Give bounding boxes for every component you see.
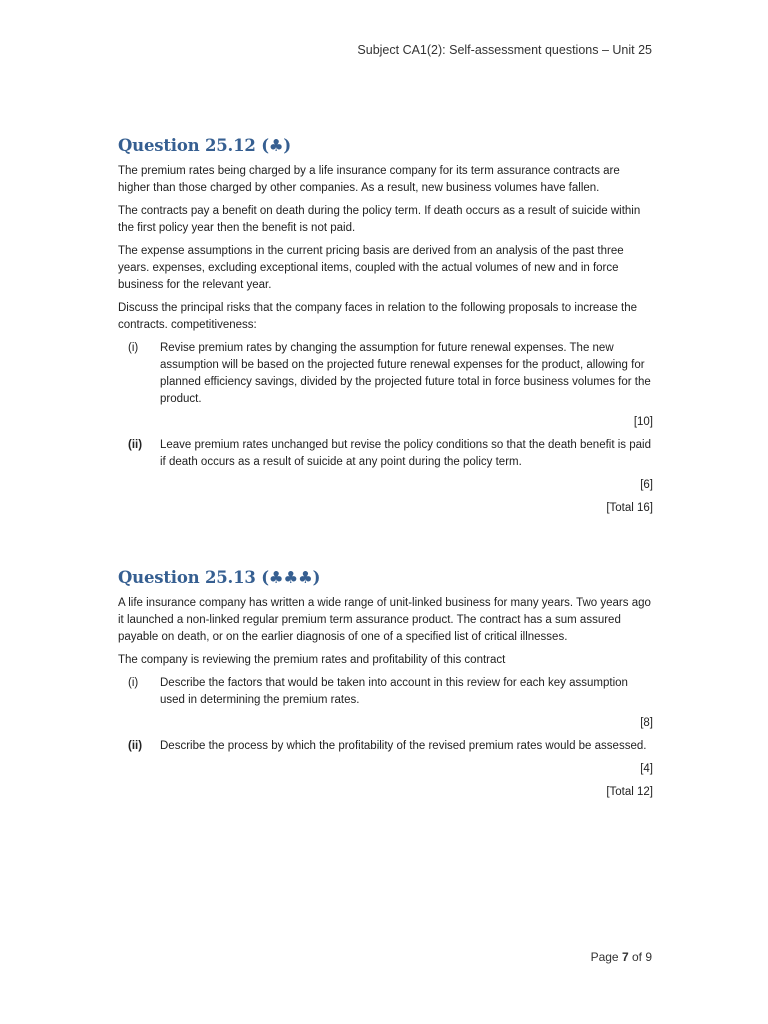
question-paragraph: Discuss the principal risks that the company faces in relation to the following proposals to increase the contracts. competitiveness:	[118, 302, 638, 331]
part-text: Describe the process by which the profitability of the revised premium rates would be assessed.	[160, 740, 647, 752]
total-marks: [Total 16]	[606, 502, 653, 514]
question-paragraph: The expense assumptions in the current pricing basis are derived from an analysis of the past three years. expenses, excluding exceptional items, coupled with the actual volumes of new and in force business for the relevant year.	[118, 245, 624, 291]
part-text: Describe the factors that would be taken into account in this review for each key assumption used in determining the premium rates.	[160, 677, 628, 706]
part-marks: [4]	[640, 763, 653, 775]
part-marks: [10]	[633, 416, 653, 428]
part-number: (i)	[128, 342, 139, 354]
question-part	[118, 437, 653, 471]
question-paragraph: The premium rates being charged by a life insurance company for its term assurance contracts are higher than those charged by other companies. As a result, new business volumes have fallen.	[118, 165, 620, 194]
question-paragraph: The contracts pay a benefit on death during the policy term. If death occurs as a result of suicide within the first policy year then the benefit is not paid.	[118, 205, 641, 234]
question-paragraph: A life insurance company has written a wide range of unit-linked business for many years. Two years ago it launched a non-linked regular premium term assurance product. The contract has a sum assured payable on death, or on the earlier diagnosis of one of a specified list of critical illnesses.	[118, 597, 651, 643]
question-part	[118, 675, 653, 709]
part-number: (ii)	[128, 439, 143, 451]
page-number: 7	[621, 950, 629, 964]
page-label: Page	[590, 950, 622, 964]
page-header: Subject CA1(2): Self-assessment questions – Unit 25	[357, 43, 652, 57]
total-marks: [Total 12]	[606, 786, 653, 798]
question-paragraph: The company is reviewing the premium rates and profitability of this contract	[118, 654, 506, 666]
question-25-12	[118, 136, 653, 517]
part-text: Leave premium rates unchanged but revise the policy conditions so that the death benefit is paid if death occurs as a result of suicide at any point during the policy term.	[160, 439, 651, 468]
question-part	[118, 738, 653, 755]
part-number: (i)	[128, 677, 139, 689]
question-25-13	[118, 568, 653, 801]
part-marks: [6]	[640, 479, 653, 491]
page-footer	[591, 950, 652, 964]
page-total: 9	[645, 950, 652, 964]
page-of-label: of	[628, 950, 646, 964]
part-text: Revise premium rates by changing the assumption for future renewal expenses. The new assumption will be based on the projected future renewal expenses for the product, allowing for planned efficiency savings, divided by the projected future total in force business volumes for the product.	[160, 342, 651, 405]
question-title: Question 25.13 (♣♣♣)	[118, 568, 321, 587]
question-title: Question 25.12 (♣)	[118, 136, 292, 155]
question-part	[118, 340, 653, 408]
part-number: (ii)	[128, 740, 143, 752]
part-marks: [8]	[640, 717, 653, 729]
